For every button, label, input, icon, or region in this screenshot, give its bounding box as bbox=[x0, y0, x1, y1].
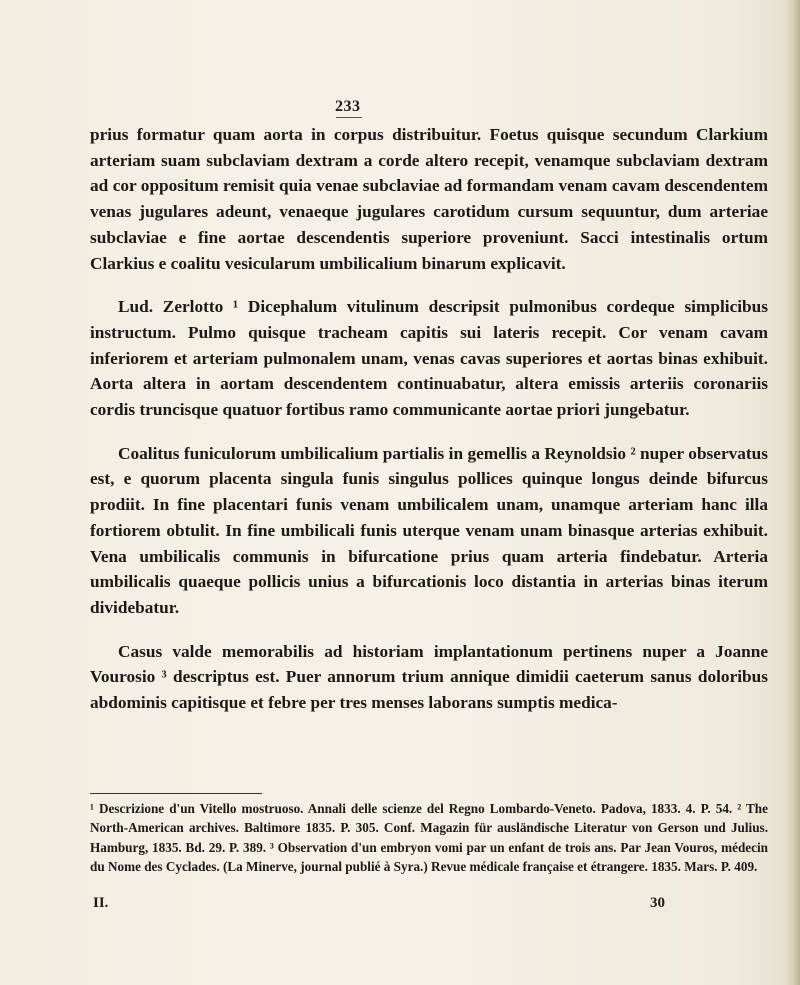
footnotes: ¹ Descrizione d'un Vitello mostruoso. Annali delle scienze del Regno Lombardo-Veneto. Padova, 1833. 4. P. 54. ² The North-American archives. Baltimore 1835. P. 305. Conf. Magazin für ausländische Literatur von Gerson und Julius. Hamburg, 1835. Bd. 29. P. 389. ³ Observation d'un embryon vomi par un enfant de trois ans. Par Jean Vouros, médecin du Nome des Cyclades. (La Minerve, journal publié à Syra.) Revue médicale française et étrangere. 1835. Mars. P. 409. bbox=[90, 801, 768, 875]
paragraph-4: Casus valde memorabilis ad historiam implantationum pertinens nuper a Joanne Vourosio ³ descriptus est. Puer annorum trium annique dimidii caeterum sanus doloribus abdominis capitisque et febre per tres menses laborans sumptis medica- bbox=[90, 641, 768, 713]
sheet-signature: 30 bbox=[650, 895, 665, 911]
body-text bbox=[90, 122, 768, 716]
page-number: 233 bbox=[335, 98, 361, 115]
page-edge-shadow bbox=[784, 0, 800, 985]
footnote-separator bbox=[90, 793, 262, 794]
paragraph-3: Coalitus funiculorum umbilicalium partialis in gemellis a Reynoldsio ² nuper observatus est, e quorum placenta singula funis singulus pollices quinque longus deinde bifurcus prodiit. In fine placentari funis venam umbilicalem unam, unamque arteriam hanc illa fortiorem obtulit. In fine umbilicali funis uterque venam unam binasque arterias exhibuit. Vena umbilicalis communis in bifurcatione prius quam arteria findebatur. Arteria umbilicalis quaeque pollicis unius a bifurcationis loco distantia in arterias binas iterum dividebatur. bbox=[90, 443, 768, 617]
volume-mark: II. bbox=[93, 895, 109, 911]
header-rule bbox=[336, 117, 362, 118]
paragraph-2: Lud. Zerlotto ¹ Dicephalum vitulinum descripsit pulmonibus cordeque simplicibus instructum. Pulmo quisque tracheam capitis sui lateris recepit. Cor venam cavam inferiorem et arteriam pulmonalem unam, venas cavas superiores et aortas binas exhibuit. Aorta altera in aortam descendentem continuabatur, altera emissis arteriis coronariis cordis truncisque quatuor fortibus ramo communicante aortae priori jungebatur. bbox=[90, 297, 768, 420]
paragraph-1: prius formatur quam aorta in corpus distribuitur. Foetus quisque secundum Clarkium arteriam suam subclaviam dextram a corde altero recepit, venamque subclaviam dextram ad cor oppositum remisit quia venae subclaviae ad formandam venam cavam descendentem venas jugulares adeunt, venaeque jugulares carotidum cursum sequuntur, dum arteriae subclaviae e fine aortae descendentis superiore proveniunt. Sacci intestinalis ortum Clarkius e coalitu vesicularum umbilicalium binarum explicavit. bbox=[90, 125, 768, 273]
